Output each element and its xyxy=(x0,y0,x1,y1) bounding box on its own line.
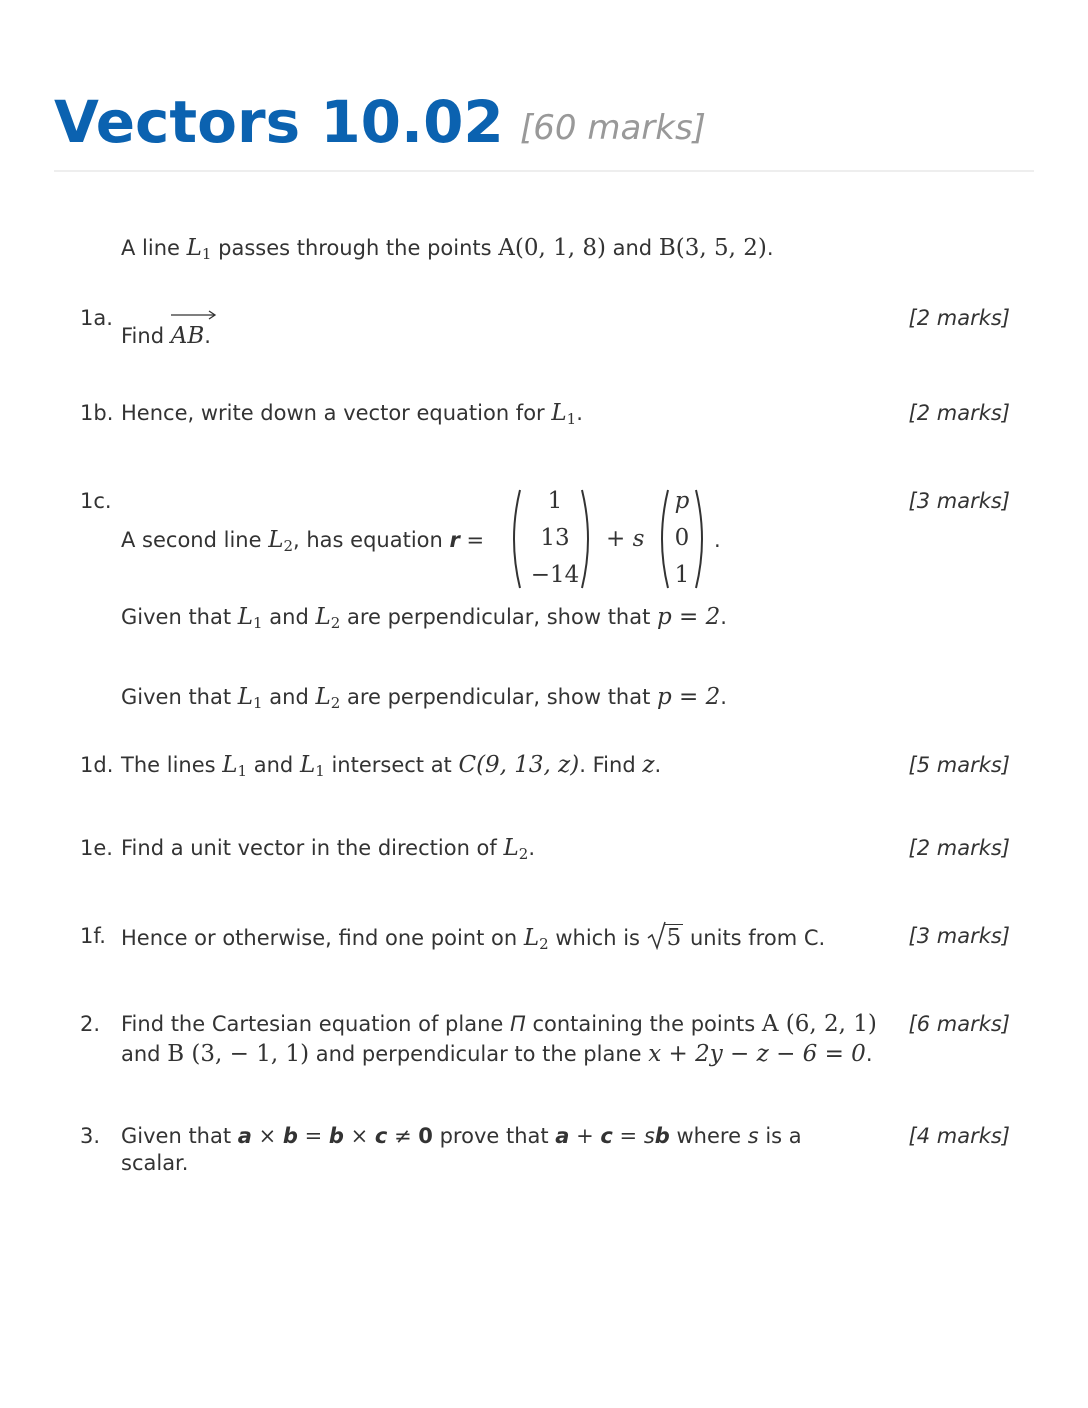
question-number: 3. xyxy=(80,1124,101,1148)
total-marks: [60 marks] xyxy=(520,108,706,148)
question-3-line2: scalar. xyxy=(121,1151,189,1175)
question-1f-marks: [3 marks] xyxy=(908,924,1010,948)
question-1e-marks: [2 marks] xyxy=(908,836,1010,860)
question-1d-text: The lines $L_1$ and $L_1$ intersect at C(9, 13, z). Find z. xyxy=(121,752,662,780)
plus-s: + s xyxy=(606,526,645,552)
question-1a-text: Find AB. xyxy=(121,322,211,350)
square-root: 5 xyxy=(647,924,684,952)
question-3-line1: Given that a × b = b × c ≠ 0 prove that a + c = sb where s is a xyxy=(121,1124,802,1148)
left-paren-icon xyxy=(506,488,522,590)
page-title: Vectors 10.02 xyxy=(54,88,504,156)
question-1c-given-repeat: Given that $L_1$ and $L_2$ are perpendicular, show that p = 2. xyxy=(121,684,727,712)
question-number: 1a. xyxy=(80,306,113,330)
intro-text: A line $L_1$ passes through the points A(0, 1, 8) and B(3, 5, 2). xyxy=(121,235,774,263)
equation-end: . xyxy=(714,528,721,552)
vector-ab: AB xyxy=(171,322,205,350)
question-number: 1b. xyxy=(80,401,114,425)
vector-1 xyxy=(522,488,588,590)
vector-2 xyxy=(668,488,696,590)
question-1b-marks: [2 marks] xyxy=(908,401,1010,425)
question-number: 2. xyxy=(80,1012,101,1036)
question-3-marks: [4 marks] xyxy=(908,1124,1010,1148)
vector-1-entry: 13 xyxy=(540,525,570,551)
radical-icon xyxy=(647,920,667,950)
vector-2-entry: p xyxy=(674,488,690,514)
vector-1-entry: −14 xyxy=(530,562,580,588)
question-number: 1d. xyxy=(80,753,114,777)
question-1a-marks: [2 marks] xyxy=(908,306,1010,330)
question-1c-text: A second line $L_2$, has equation r = xyxy=(121,527,485,555)
vector-2-entry: 0 xyxy=(674,525,690,551)
question-1d-marks: [5 marks] xyxy=(908,753,1010,777)
question-number: 1c. xyxy=(80,489,112,513)
right-paren-icon xyxy=(580,488,596,590)
question-1c-marks: [3 marks] xyxy=(908,489,1010,513)
question-number: 1e. xyxy=(80,836,113,860)
question-1f-text: Hence or otherwise, find one point on $L_2$ which is 5 units from C. xyxy=(121,924,825,958)
question-1b-text: Hence, write down a vector equation for $L_1$. xyxy=(121,400,583,428)
right-paren-icon xyxy=(694,488,710,590)
vector-2-entry: 1 xyxy=(674,562,690,588)
vector-arrow-icon xyxy=(171,310,217,320)
question-2-line2: and B (3, − 1, 1) and perpendicular to the plane x + 2y − z − 6 = 0. xyxy=(121,1041,873,1067)
title-divider xyxy=(54,170,1034,172)
question-number: 1f. xyxy=(80,924,106,948)
question-2-line1: Find the Cartesian equation of plane Π containing the points A (6, 2, 1) xyxy=(121,1011,877,1037)
question-1c-given: Given that $L_1$ and $L_2$ are perpendicular, show that p = 2. xyxy=(121,604,727,632)
vector-1-entry: 1 xyxy=(547,488,563,514)
question-2-marks: [6 marks] xyxy=(908,1012,1010,1036)
question-1e-text: Find a unit vector in the direction of $L_2$. xyxy=(121,835,535,863)
